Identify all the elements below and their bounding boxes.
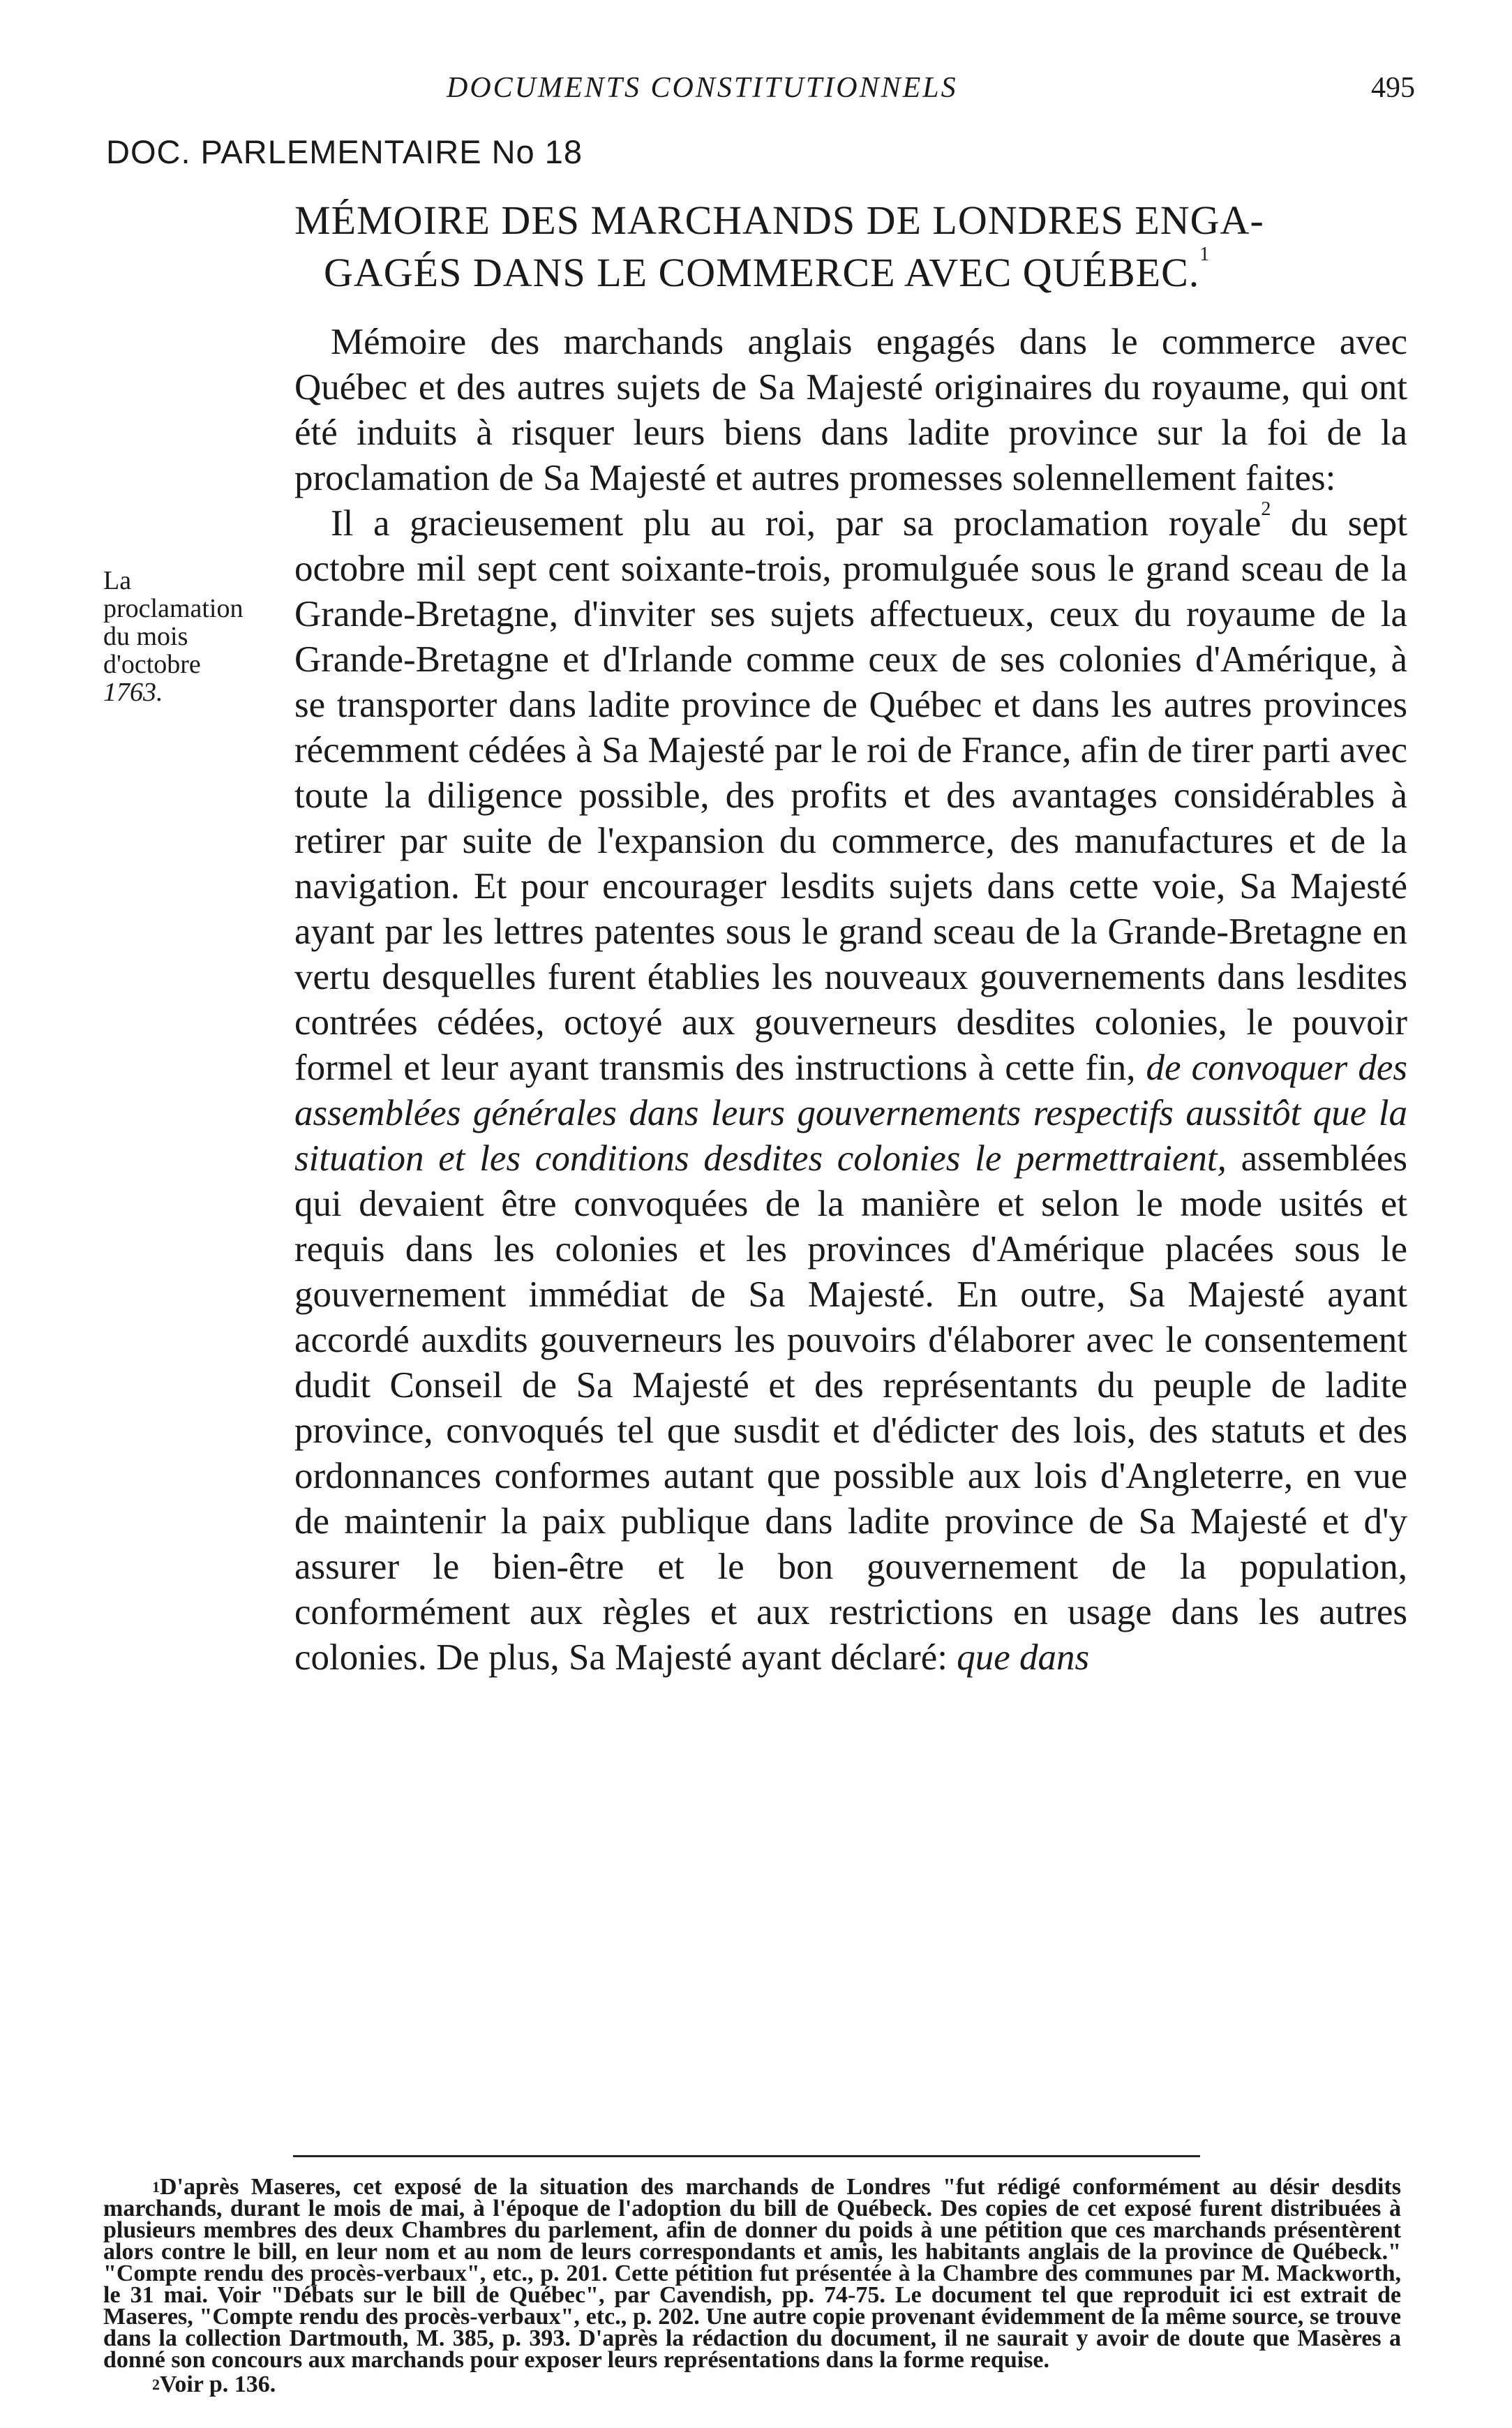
- paragraph-main-text-c: assemblées qui devaient être convoquées de la manière et selon le mode usités et requis dans les colonies et les provinces d'Amérique placées sous le gouvernement immédiat de Sa Majesté. En outre, Sa Majesté ayant accordé auxdits gouverneurs les pouvoirs d'élaborer avec le consentement dudit Conseil de Sa Majesté et des représentants du peuple de ladite province, convoqués tel que susdit et d'édicter des lois, des statuts et des ordonnances conformes autant que possible aux lois d'Angleterre, en vue de maintenir la paix publique dans ladite province de Sa Majesté et d'y assurer le bien-être et le bon gouvernement de la population, conformément aux règles et aux restrictions en usage dans les autres colonies. De plus, Sa Majesté ayant déclaré:: [294, 1138, 1407, 1678]
- title-line-1: MÉMOIRE DES MARCHANDS DE LONDRES ENGA-: [294, 198, 1264, 243]
- footnote-1-text: D'après Maseres, cet exposé de la situation des marchands de Londres "fut rédigé conformément au désir desdits marchands, durant le mois de mai, à l'époque de l'adoption du bill de Québeck. Des copies de cet exposé furent distribuées à plusieurs membres des deux Chambres du parlement, afin de donner du poids à une pétition que ces marchands présentèrent alors contre le bill, en leur nom et au nom de leurs correspondants et amis, les habitants anglais de la province de Québeck." "Compte rendu des procès-verbaux", etc., p. 201. Cette pétition fut présentée à la Chambre des communes par M. Mackworth, le 31 mai. Voir "Débats sur le bill de Québec", par Cavendish, pp. 74-75. Le document tel que reproduit ici est extrait de Maseres, "Compte rendu des procès-verbaux", etc., p. 202. Une autre copie provenant évidemment de la même source, se trouve dans la collection Dartmouth, M. 385, p. 393. D'après la rédaction du document, il ne saurait y avoir de doute que Masères a donné son concours aux marchands pour exposer leurs représentations dans la forme requise.: [103, 2174, 1401, 2373]
- running-head: DOCUMENTS CONSTITUTIONNELS: [447, 72, 958, 104]
- title-line-2: [294, 246, 1411, 299]
- margin-note: [103, 567, 285, 706]
- paragraph-main-text-a: Il a gracieusement plu au roi, par sa proclamation royale: [331, 503, 1262, 544]
- paragraph-main: [294, 498, 1408, 1681]
- margin-note-line: La: [103, 566, 132, 595]
- footnote-2-mark: 2: [152, 2376, 160, 2393]
- footnote-rule: [293, 2155, 1200, 2157]
- footnote-1-mark: 1: [152, 2178, 160, 2196]
- page-number: 495: [1371, 72, 1415, 104]
- title-line-2-text: GAGÉS DANS LE COMMERCE AVEC QUÉBEC.: [324, 250, 1200, 295]
- body-text: [294, 320, 1407, 1681]
- footnote-1: [103, 2176, 1401, 2371]
- document-title: [294, 194, 1411, 299]
- margin-note-line: du mois: [103, 622, 188, 651]
- footnote-ref-2: 2: [1261, 498, 1271, 520]
- margin-note-year: 1763.: [103, 678, 163, 707]
- paragraph-main-text-b: du sept octobre mil sept cent soixante-trois, promulguée sous le grand sceau de la Grande-Bretagne, d'inviter ses sujets affectueux, ceux du royaume de la Grande-Bretagne et d'Irlande comme ceux de ses colonies d'Amérique, à se transporter dans ladite province de Québec et dans les autres provinces récemment cédées à Sa Majesté par le roi de France, afin de tirer parti avec toute la diligence possible, des profits et des avantages considérables à retirer par suite de l'expansion du commerce, des manufactures et de la navigation. Et pour encourager lesdits sujets dans cette voie, Sa Majesté ayant par les lettres patentes sous le grand sceau de la Grande-Bretagne en vertu desquelles furent établies les nouveaux gouvernements dans lesdites contrées cédées, octoyé aux gouverneurs desdites colonies, le pouvoir formel et leur ayant transmis des instructions à cette fin,: [294, 503, 1407, 1088]
- italic-quote-1: de convoquer des assemblées générales dans leurs gouvernements respectifs aussitôt que la situation et les conditions desdites colonies le permettraient,: [294, 1048, 1408, 1179]
- title-footnote-ref: 1: [1199, 244, 1211, 265]
- margin-note-line: proclamation: [103, 594, 244, 623]
- italic-quote-2: que dans: [957, 1637, 1090, 1678]
- footnote-2-text: Voir p. 136.: [160, 2371, 276, 2397]
- margin-note-line: d'octobre: [103, 650, 201, 679]
- paragraph-intro: Mémoire des marchands anglais engagés dans le commerce avec Québec et des autres sujets de Sa Majesté originaires du royaume, qui ont été induits à risquer leurs biens dans ladite province sur la foi de la proclamation de Sa Majesté et autres promesses solennellement faites:: [294, 322, 1407, 498]
- document-label: DOC. PARLEMENTAIRE No 18: [106, 133, 583, 170]
- footnote-2: [103, 2371, 1401, 2397]
- footnotes: [103, 2176, 1401, 2395]
